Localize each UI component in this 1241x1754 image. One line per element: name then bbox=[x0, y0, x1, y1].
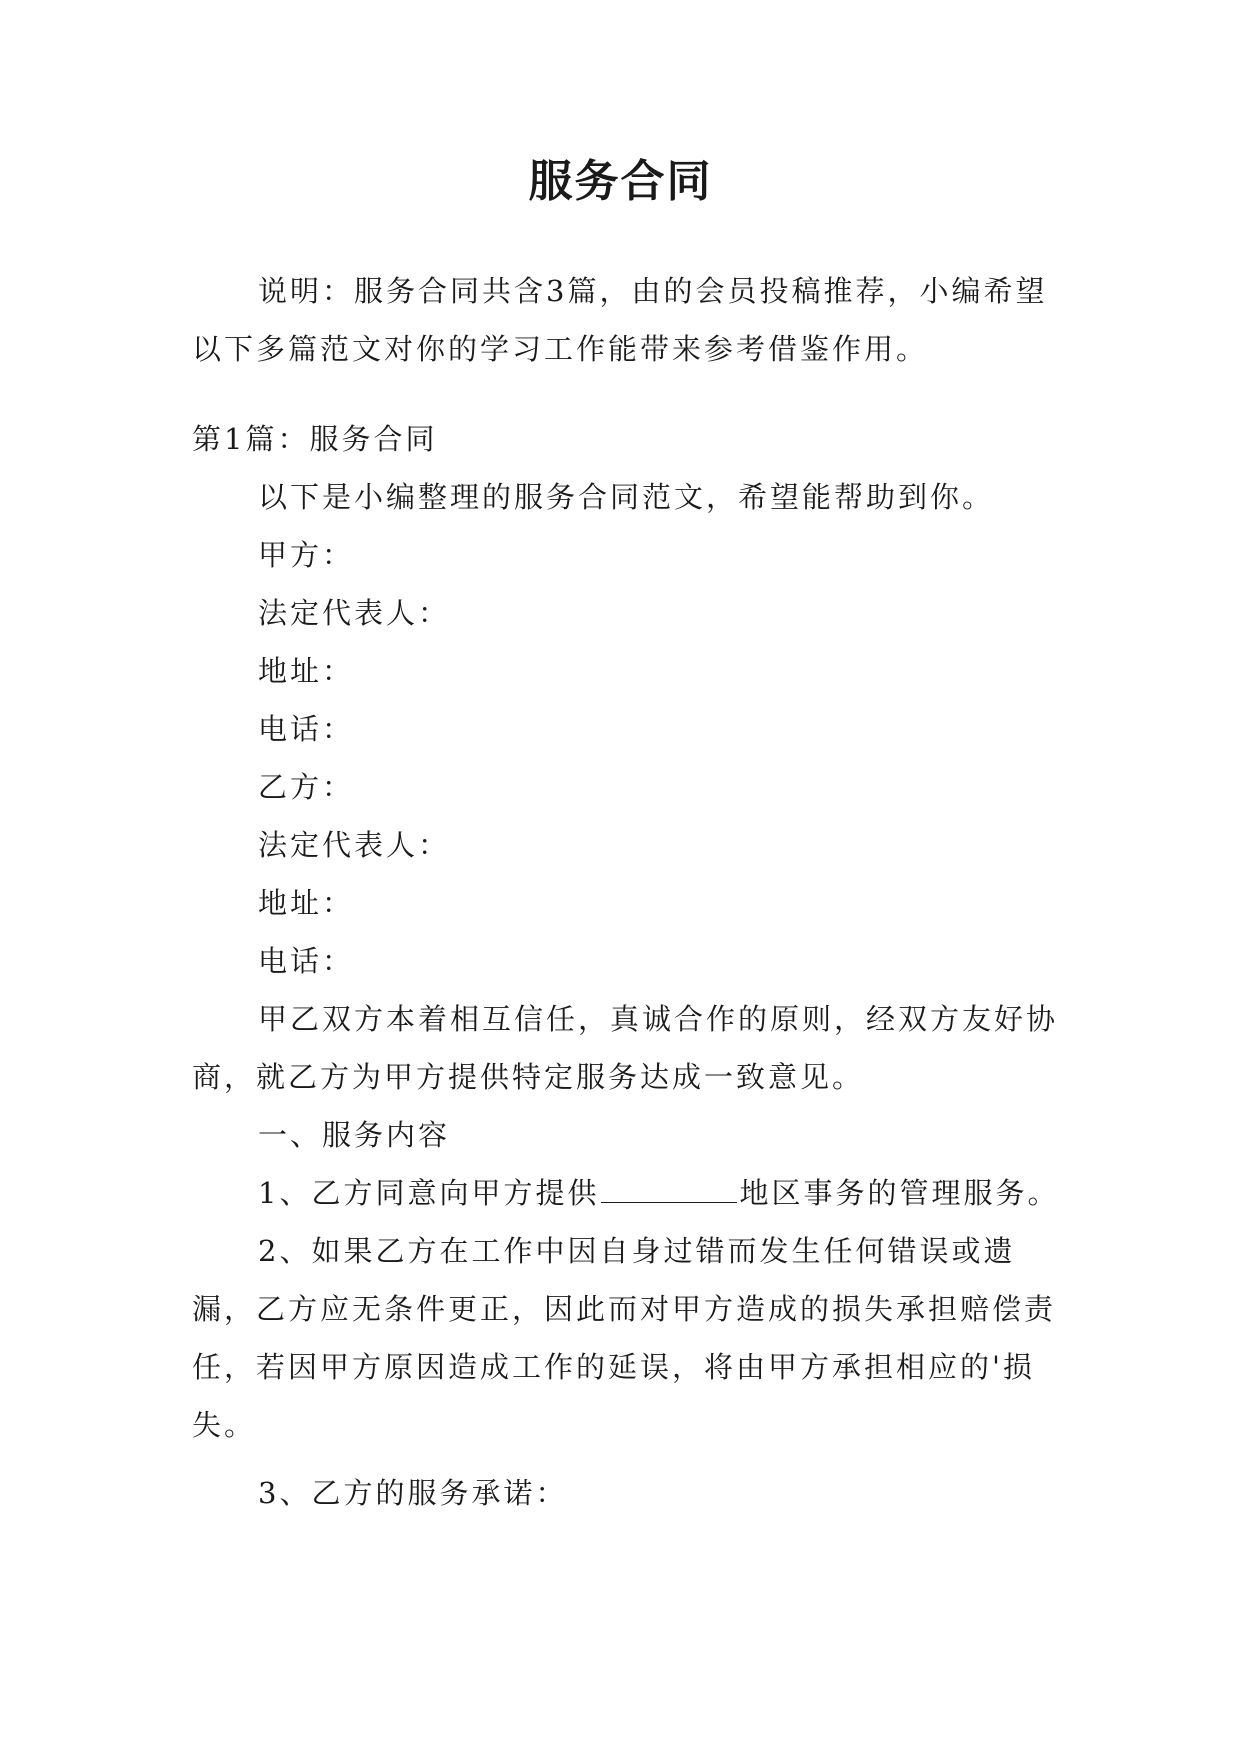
section-heading: 第1篇：服务合同 bbox=[192, 422, 438, 456]
clause-item-1 bbox=[192, 1164, 1062, 1222]
document-title: 服务合同 bbox=[528, 156, 713, 207]
main-content bbox=[192, 410, 1062, 1522]
clause-item-1-before: 1、乙方同意向甲方提供 bbox=[258, 1176, 600, 1210]
party-a-phone: 电话： bbox=[258, 712, 355, 746]
clause-heading: 一、服务内容 bbox=[258, 1118, 451, 1152]
intro-block bbox=[192, 262, 1062, 378]
party-a-label: 甲方： bbox=[258, 538, 355, 572]
party-a-address: 地址： bbox=[258, 654, 355, 688]
clause-item-3: 3、乙方的服务承诺： bbox=[258, 1476, 568, 1510]
preamble-paragraph: 甲乙双方本着相互信任，真诚合作的原则，经双方友好协商，就乙方为甲方提供特定服务达成一致意见。 bbox=[192, 1002, 1059, 1094]
clause-item-2: 2、如果乙方在工作中因自身过错而发生任何错误或遗漏，乙方应无条件更正，因此而对甲方造成的损失承担赔偿责任，若因甲方原因造成工作的延误，将由甲方承担相应的'损失。 bbox=[192, 1234, 1057, 1442]
clause-item-1-after: 地区事务的管理服务。 bbox=[739, 1176, 1060, 1210]
party-b-address: 地址： bbox=[258, 886, 355, 920]
party-b-representative: 法定代表人： bbox=[258, 828, 451, 862]
party-b-phone: 电话： bbox=[258, 944, 355, 978]
party-b-label: 乙方： bbox=[258, 770, 355, 804]
lead-paragraph: 以下是小编整理的服务合同范文，希望能帮助到你。 bbox=[258, 480, 995, 514]
fill-in-blank[interactable] bbox=[601, 1174, 737, 1203]
party-a-representative: 法定代表人： bbox=[258, 596, 451, 630]
intro-paragraph: 说明：服务合同共含3篇，由的会员投稿推荐，小编希望以下多篇范文对你的学习工作能带来参考借鉴作用。 bbox=[192, 274, 1048, 366]
